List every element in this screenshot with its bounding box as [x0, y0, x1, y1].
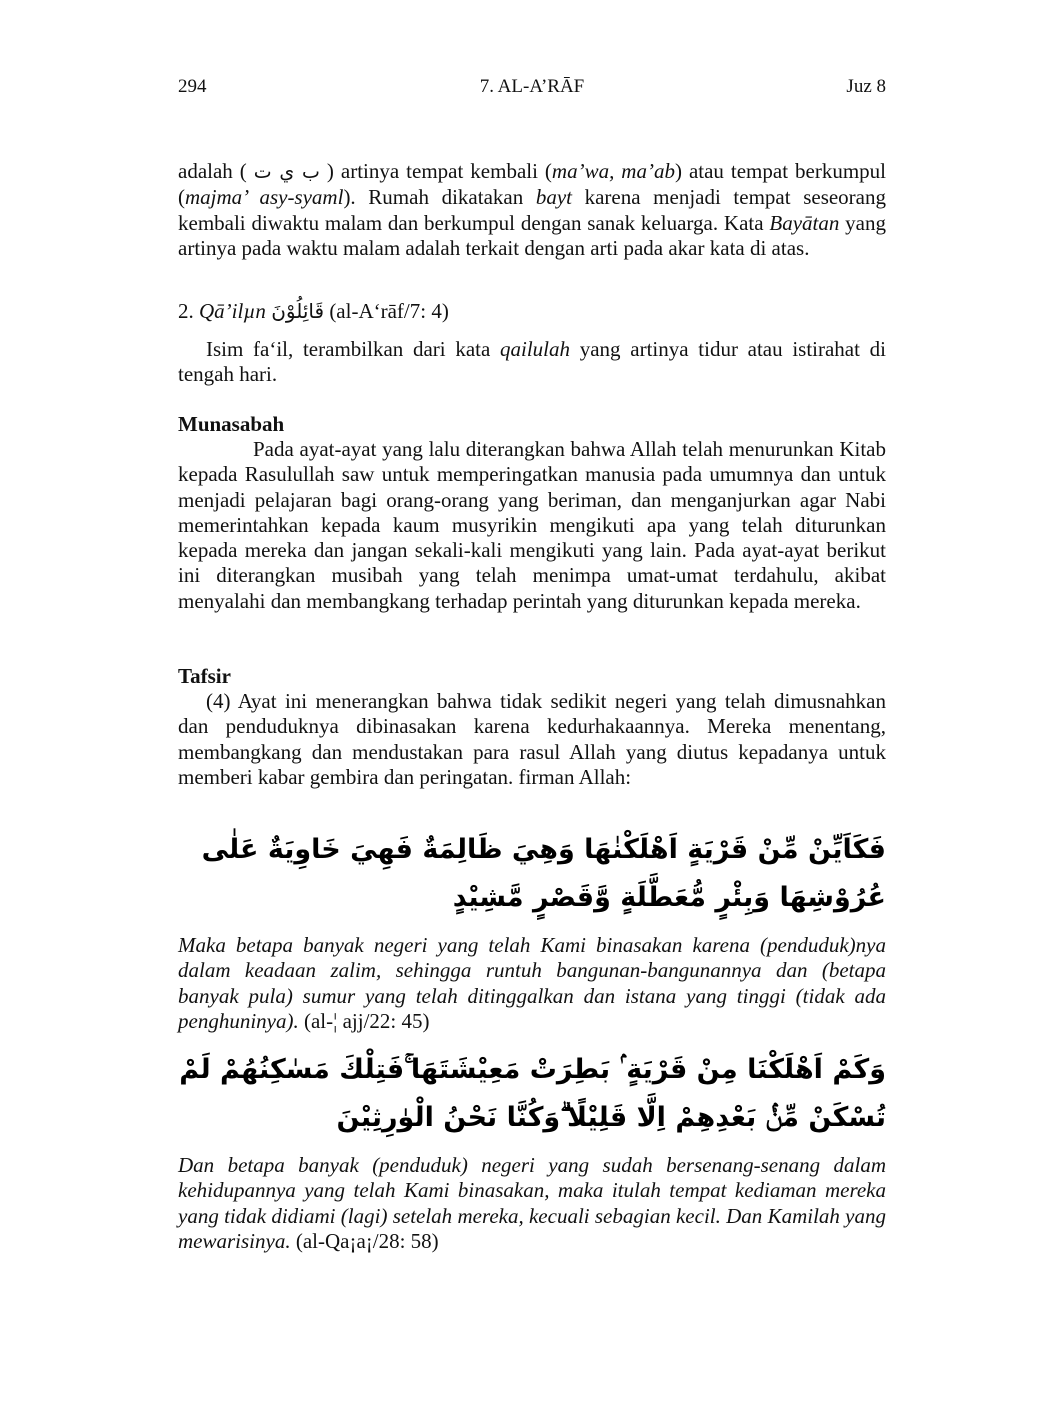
italic-term: Bayātan: [769, 210, 840, 235]
italic-term: majma’ asy-syaml: [185, 185, 344, 210]
verse-reference: (al-Qa¡a¡/28: 58): [290, 1228, 439, 1253]
juz-label: Juz 8: [846, 76, 886, 97]
quran-verse-2: وَكَمْ اَهْلَكْنَا مِنْ قَرْيَةٍ ۢ بَطِرَتْ مَعِيْشَتَهَا ۚفَتِلْكَ مَسٰكِنُهُمْ لَمْ تُسْكَنْ مِّنْۢ بَعْدِهِمْ اِلَّا قَلِيْلًا ۗوَكُنَّا نَحْنُ الْوٰرِثِيْنَ: [179, 1054, 886, 1133]
text-run: ) artinya tempat kembali (: [319, 159, 552, 183]
quran-verse-1: فَكَاَيِّنْ مِّنْ قَرْيَةٍ اَهْلَكْنٰهَا وَهِيَ ظَالِمَةٌ فَهِيَ خَاوِيَةٌ عَلٰى عُرُوْشِهَا وَبِئْرٍ مُّعَطَّلَةٍ وَّقَصْرٍ مَّشِيْدٍ: [201, 834, 886, 913]
text-run: yang artinya tidur atau istirahat di tengah hari.: [178, 337, 887, 387]
munasabah-text: Pada ayat-ayat yang lalu diterangkan bahwa Allah telah menurunkan Kitab kepada Rasulullah saw untuk memperingatkan manusia pada umumnya dan untuk menjadi pelajaran bagi orang-orang yang beriman, dan menganjurkan agar Nabi memerintahkan kepada kaum musyrikin mengikuti apa yang telah diturunkan kepada mereka dan jangan sekali-kali mengikuti yang lain. Pada ayat-ayat berikut ini diterangkan musibah yang telah menimpa umat-umat terdahulu, akibat menyalahi dan membangkang terhadap perintah yang diturunkan kepada mereka.: [178, 437, 886, 613]
text-run: ) atau tempat berkumpul (: [178, 159, 886, 210]
translation-text: Maka betapa banyak negeri yang telah Kami binasakan karena (penduduk)nya dalam keadaan zalim, sehingga runtuh bangunan-bangunannya dan (betapa banyak pula) sumur yang telah ditinggalkan dan istana yang tinggi (tidak ada penghuninya).: [178, 933, 886, 1033]
page-number: 294: [178, 76, 207, 97]
arabic-root-letters: ب ي ت: [253, 161, 320, 183]
italic-term: qailulah: [500, 337, 571, 361]
item-number: 2.: [178, 299, 199, 323]
paragraph-bayt: [178, 159, 886, 261]
paragraph-qailulah: [178, 337, 886, 388]
section-heading: Munasabah: [178, 412, 285, 436]
section-heading: Tafsir: [178, 664, 231, 688]
text-run: karena menjadi tempat seseorang kembali diwaktu malam dan berkumpul dengan sanak keluarga. Kata: [178, 185, 886, 235]
verse-reference: (al-¦ ajj/22: 45): [298, 1008, 430, 1033]
text-run: Isim fa‘il, terambilkan dari kata: [206, 337, 501, 361]
verse-2-translation: [178, 1153, 886, 1254]
vocab-item-2: [178, 299, 886, 324]
tafsir-text: (4) Ayat ini menerangkan bahwa tidak sedikit negeri yang telah dimusnahkan dan penduduknya dibinasakan karena kedurhakaannya. Mereka menentang, membangkang dan mendustakan para rasul Allah yang diutus kepadanya untuk memberi kabar gembira dan peringatan. firman Allah:: [178, 689, 886, 789]
section-munasabah: [178, 412, 886, 614]
verse-1-translation: [178, 933, 886, 1034]
chapter-title: 7. AL-A’RĀF: [479, 76, 585, 97]
italic-term: ma’wa, ma’ab: [551, 159, 675, 183]
vocab-arabic: قَائِلُوْنَ: [271, 299, 325, 323]
italic-term: bayt: [535, 185, 572, 210]
text-run: adalah (: [178, 159, 254, 183]
running-header: [178, 76, 886, 102]
text-run: ). Rumah dikatakan: [343, 185, 536, 210]
vocab-term: Qā’ilµn: [199, 299, 266, 323]
verse-reference: (al-A‘rāf/7: 4): [329, 299, 449, 323]
translation-text: Dan betapa banyak (penduduk) negeri yang sudah bersenang-senang dalam kehidupannya yang telah Kami binasakan, maka itulah tempat kediaman mereka yang tidak didiami (lagi) setelah mereka, kecuali sebagian kecil. Dan Kamilah yang mewarisinya.: [178, 1153, 886, 1253]
section-tafsir: [178, 664, 886, 790]
text-run: yang artinya pada waktu malam adalah terkait dengan arti pada akar kata di atas.: [178, 210, 886, 260]
